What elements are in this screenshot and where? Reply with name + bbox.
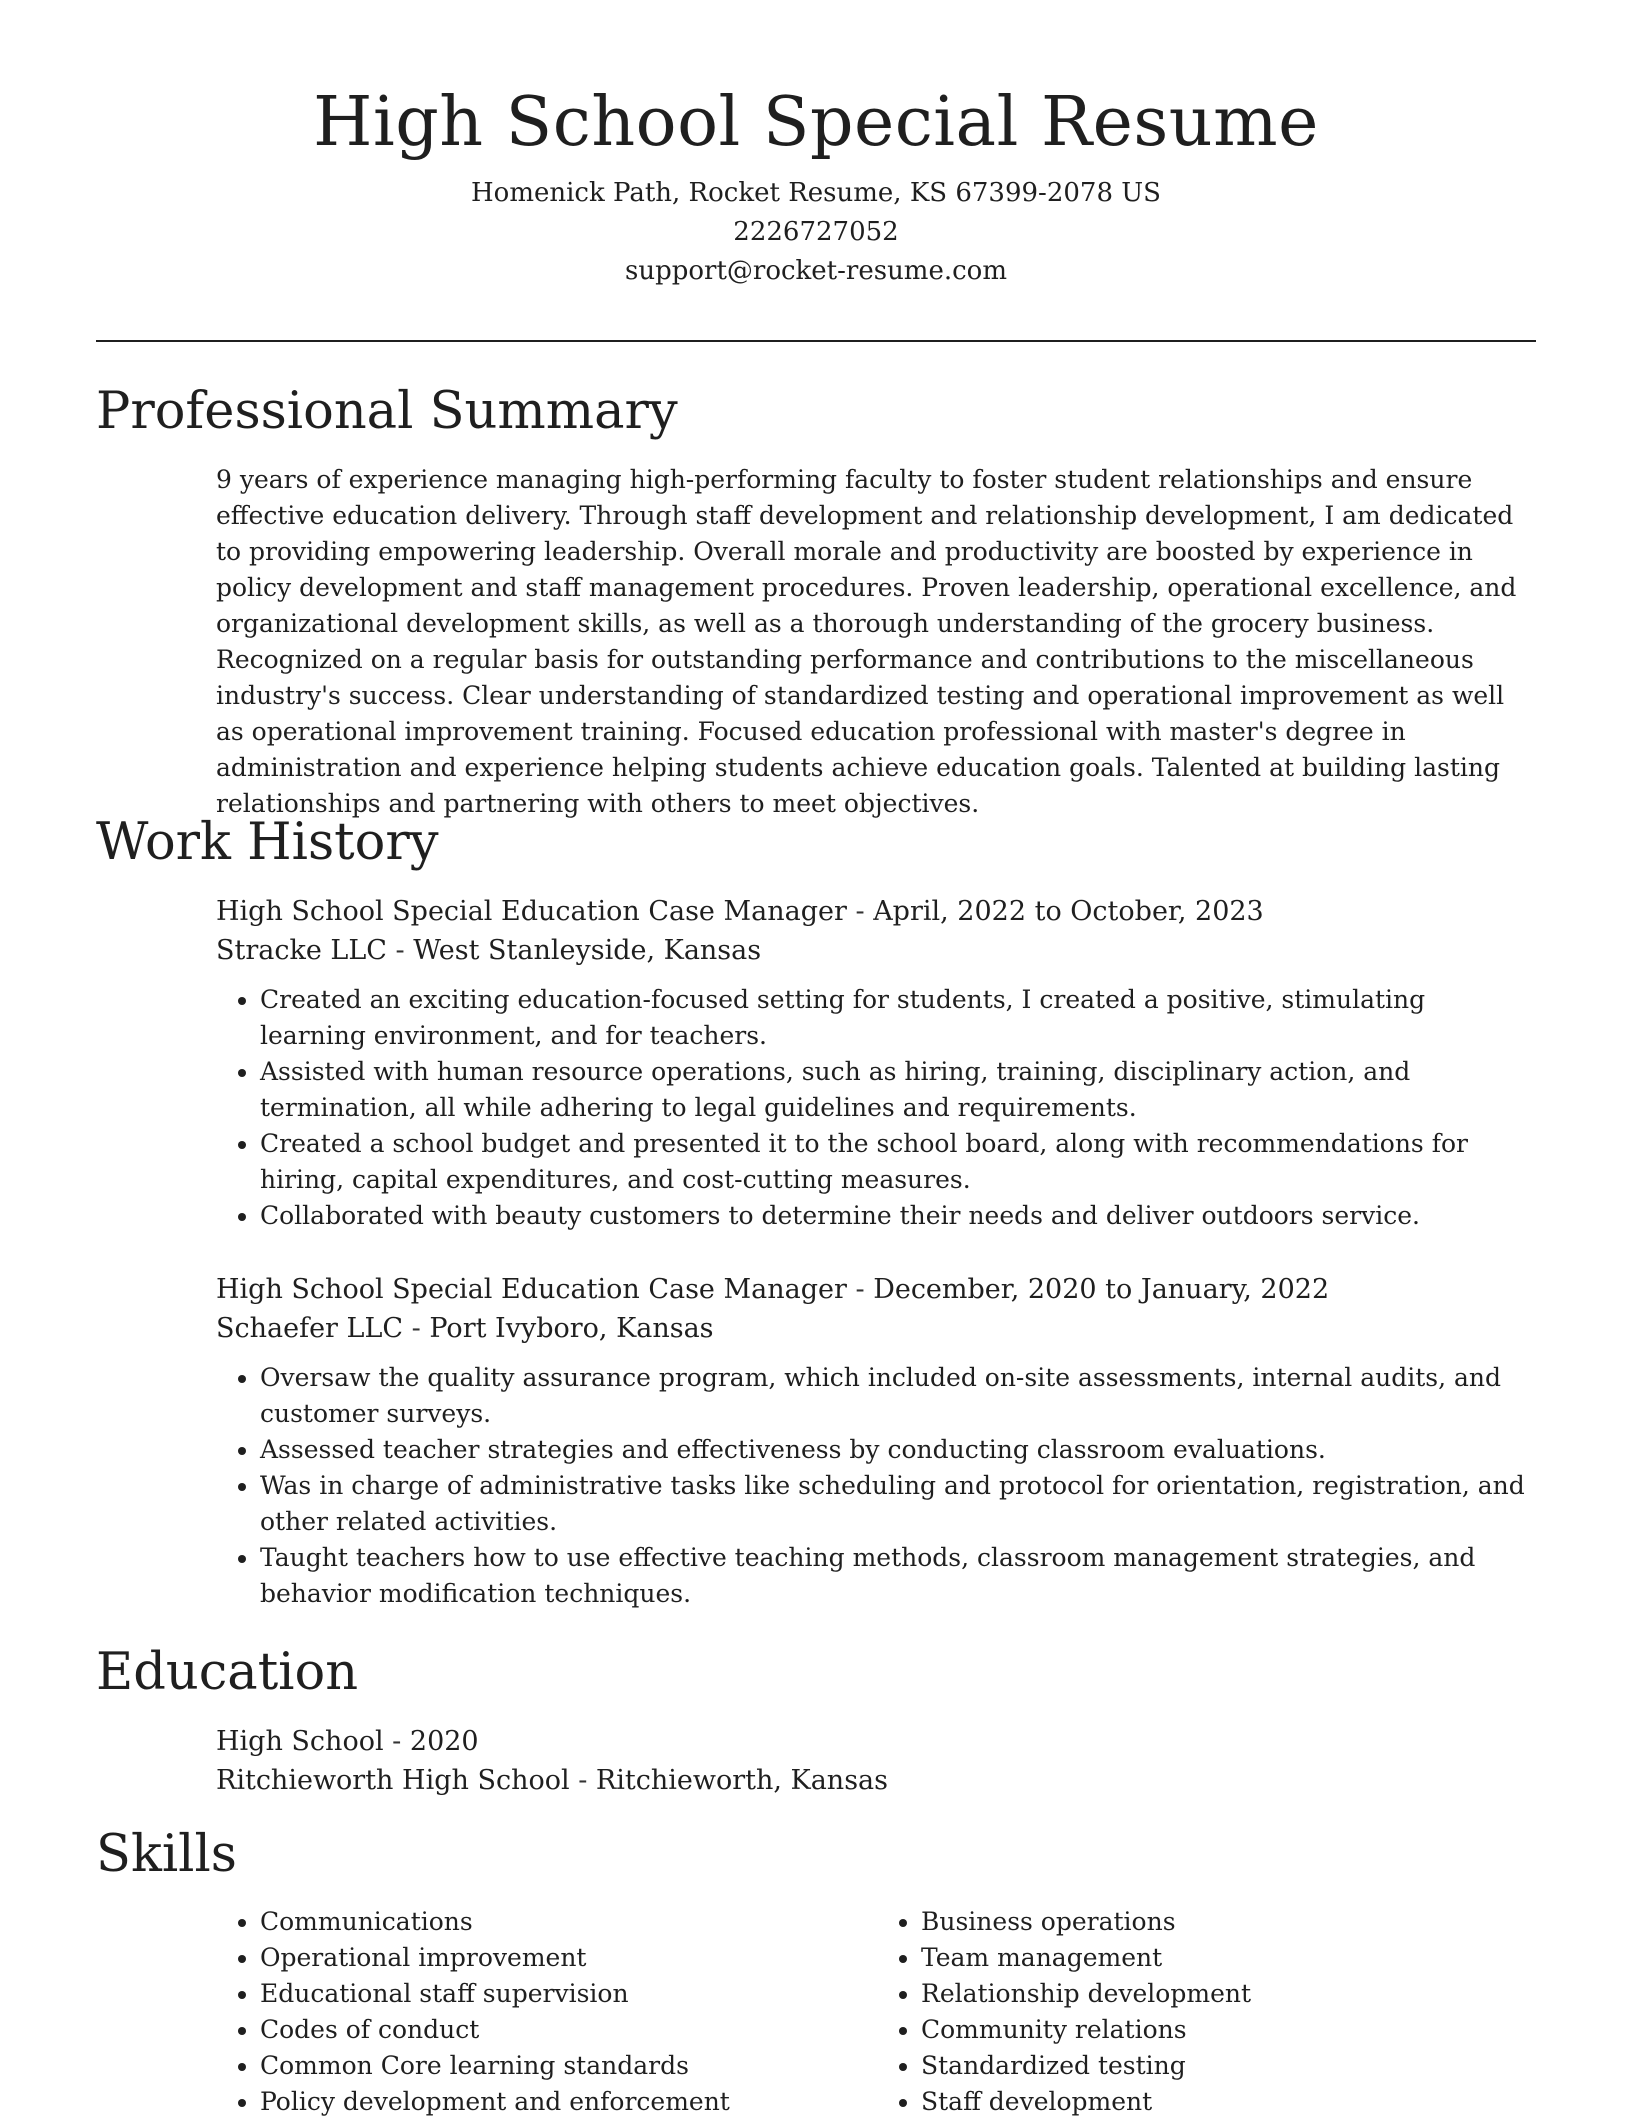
job-bullet: • Taught teachers how to use effective teaching methods, classroom management strategies, and behavior modification techniques. — [260, 1540, 1538, 1612]
school-name: Ritchieworth High School — [216, 1765, 570, 1796]
skill-item: • Communications — [260, 1904, 877, 1940]
contact-phone: 2226727052 — [733, 217, 899, 247]
separator: - — [846, 896, 874, 927]
education-entry — [216, 1722, 1538, 1800]
company-name: Stracke LLC — [216, 935, 387, 966]
skill-item: • Business operations — [921, 1904, 1538, 1940]
job-company-line — [216, 931, 1538, 970]
skill-item: • Staff development — [921, 2084, 1538, 2120]
job-title-line — [216, 1270, 1538, 1309]
skill-item: • Codes of conduct — [260, 2012, 877, 2048]
separator: - — [846, 1274, 874, 1305]
skills-section — [216, 1904, 1538, 2120]
contact-address: Homenick Path, Rocket Resume, KS 67399-2078 US — [471, 178, 1161, 208]
education-heading: Education — [96, 1643, 359, 1702]
skill-item: • Educational staff supervision — [260, 1976, 877, 2012]
resume-name: High School Special Resume — [313, 83, 1319, 162]
company-location: West Stanleyside, Kansas — [413, 935, 762, 966]
separator: - — [383, 1726, 410, 1757]
job-bullet: • Was in charge of administrative tasks like scheduling and protocol for orientation, registration, and other related activities. — [260, 1468, 1538, 1540]
education-degree-line — [216, 1722, 1538, 1761]
header-divider — [96, 340, 1536, 342]
skills-columns — [216, 1904, 1538, 2120]
job-entry — [216, 1270, 1538, 1612]
skill-item: • Standardized testing — [921, 2048, 1538, 2084]
education-year: 2020 — [409, 1726, 479, 1757]
job-bullet: • Created an exciting education-focused setting for students, I created a positive, stimulating learning environment, and for teachers. — [260, 982, 1538, 1054]
job-bullet-list — [216, 982, 1538, 1234]
separator: - — [403, 1313, 430, 1344]
job-bullet: • Assisted with human resource operations, such as hiring, training, disciplinary action, and termination, all while adhering to legal guidelines and requirements. — [260, 1054, 1538, 1126]
job-title-line — [216, 892, 1538, 931]
summary-section — [216, 462, 1538, 822]
skill-item: • Operational improvement — [260, 1940, 877, 1976]
job-company-line — [216, 1309, 1538, 1348]
company-location: Port Ivyboro, Kansas — [429, 1313, 714, 1344]
separator: - — [569, 1765, 596, 1796]
job-dates: December, 2020 to January, 2022 — [873, 1274, 1330, 1305]
work-history-heading: Work History — [96, 813, 439, 872]
skill-item: • Relationship development — [921, 1976, 1538, 2012]
education-school-line — [216, 1761, 1538, 1800]
summary-text: 9 years of experience managing high-performing faculty to foster student relationships and ensure effective education delivery. Through staff development and relationship development, I am dedicated to providing empowering leadership. Overall morale and productivity are boosted by experience in policy development and staff management procedures. Proven leadership, operational excellence, and organizational development skills, as well as a thorough understanding of the grocery business. Recognized on a regular basis for outstanding performance and contributions to the miscellaneous industry's success. Clear understanding of standardized testing and operational improvement as well as operational improvement training. Focused education professional with master's degree in administration and experience helping students achieve education goals. Talented at building lasting relationships and partnering with others to meet objectives. — [216, 465, 1517, 818]
separator: - — [386, 935, 414, 966]
job-bullet: • Assessed teacher strategies and effectiveness by conducting classroom evaluations. — [260, 1432, 1538, 1468]
job-entry — [216, 892, 1538, 1234]
skills-list-right — [877, 1904, 1538, 2120]
job-bullet: • Created a school budget and presented it to the school board, along with recommendations for hiring, capital expenditures, and cost-cutting measures. — [260, 1126, 1538, 1198]
job-bullet: • Oversaw the quality assurance program, which included on-site assessments, internal audits, and customer surveys. — [260, 1360, 1538, 1432]
school-location: Ritchieworth, Kansas — [595, 1765, 889, 1796]
contact-email: support@rocket-resume.com — [624, 256, 1007, 286]
job-bullet-list — [216, 1360, 1538, 1612]
skills-heading: Skills — [96, 1825, 237, 1884]
skill-item: • Common Core learning standards — [260, 2048, 877, 2084]
company-name: Schaefer LLC — [216, 1313, 404, 1344]
skill-item: • Policy development and enforcement — [260, 2084, 877, 2120]
job-title: High School Special Education Case Manager — [216, 896, 847, 927]
job-dates: April, 2022 to October, 2023 — [873, 896, 1264, 927]
skill-item: • Team management — [921, 1940, 1538, 1976]
education-degree: High School — [216, 1726, 384, 1757]
resume-header — [0, 0, 1632, 291]
skills-list-left — [216, 1904, 877, 2120]
skill-item: • Community relations — [921, 2012, 1538, 2048]
job-bullet: • Collaborated with beauty customers to determine their needs and deliver outdoors service. — [260, 1198, 1538, 1234]
summary-heading: Professional Summary — [96, 382, 678, 441]
job-title: High School Special Education Case Manager — [216, 1274, 847, 1305]
